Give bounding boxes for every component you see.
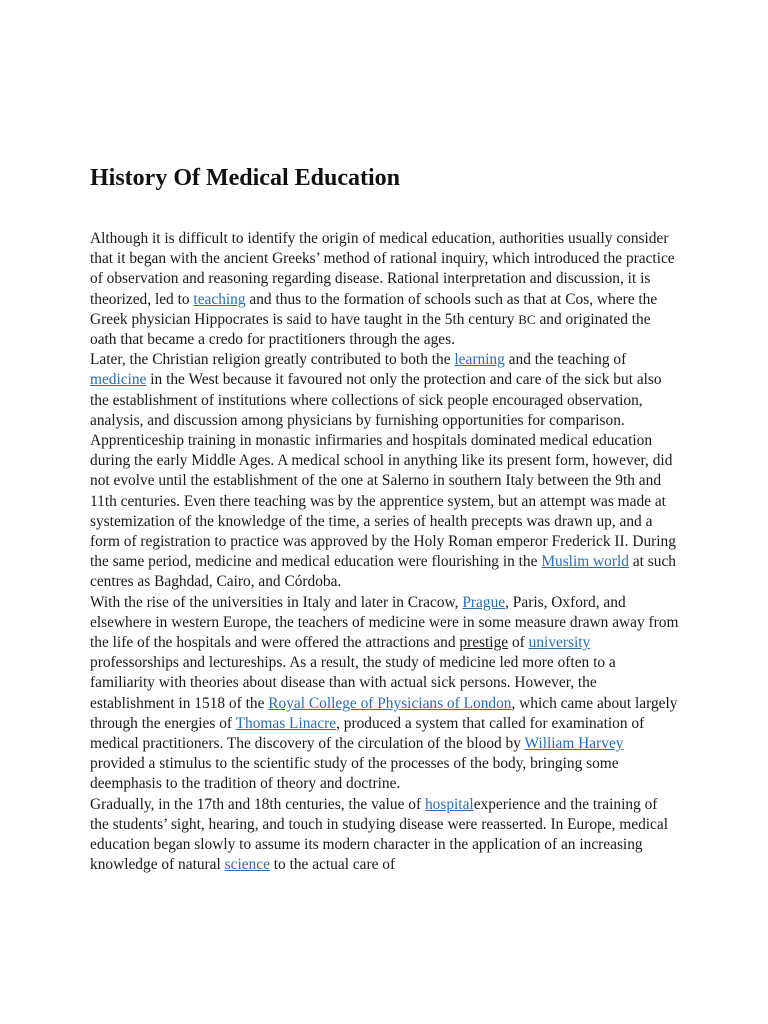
link-royal-college-of-physicians[interactable]: Royal College of Physicians of London	[268, 694, 512, 712]
link-teaching[interactable]: teaching	[193, 290, 246, 308]
link-learning[interactable]: learning	[454, 351, 505, 369]
link-university[interactable]: university	[528, 634, 591, 652]
text-run: to the actual care of	[269, 856, 396, 874]
text-run: of	[508, 634, 529, 652]
text-run: and the teaching of	[504, 351, 627, 369]
page-title: History Of Medical Education	[90, 165, 400, 191]
document-page	[90, 160, 680, 876]
text-run: experience and the training of the students’ sight, hearing, and touch in studying disease were reasserted. In Europe, medical education began slowly to assume its modern character in the application of an increasing knowledge of natural	[90, 795, 668, 874]
era-abbreviation: BC	[518, 311, 536, 327]
text-run: , produced a system that called for examination of medical practitioners. The discovery of the circulation of the blood by	[90, 714, 645, 753]
text-run: Gradually, in the 17th and 18th centuries, the value of	[90, 795, 425, 813]
text-run: , which came about largely through the energies of	[90, 694, 678, 732]
text-run: Later, the Christian religion greatly contributed to both the	[90, 351, 455, 369]
paragraph-universities	[90, 593, 680, 795]
link-hospital[interactable]: hospital	[424, 795, 474, 813]
text-run: Although it is difficult to identify the origin of medical education, authorities usually consider that it began with the ancient Greeks’ method of rational inquiry, which introduced the practice of observation and reasoning regarding disease. Rational interpretation and discussion, it is theorized, led to	[90, 230, 675, 308]
link-william-harvey[interactable]: William Harvey	[524, 735, 624, 753]
link-science[interactable]: science	[224, 856, 270, 874]
text-run: With the rise of the universities in Italy and later in Cracow,	[90, 593, 463, 611]
paragraph-christian-era	[90, 350, 680, 592]
text-run: professorships and lectureships. As a result, the study of medicine led more often to a familiarity with theories about disease than with actual sick persons. However, the establishment in 1518 of the	[90, 654, 616, 712]
link-prague[interactable]: Prague	[462, 593, 506, 611]
text-run: and originated the oath that became a credo for practitioners through the ages.	[90, 310, 651, 349]
link-thomas-linacre[interactable]: Thomas Linacre	[235, 714, 337, 732]
link-medicine[interactable]: medicine	[90, 371, 147, 389]
paragraph-modern-era	[90, 795, 680, 876]
underlined-prestige: prestige	[459, 634, 509, 652]
paragraph-greek-origins	[90, 229, 680, 350]
text-run: in the West because it favoured not only the protection and care of the sick but also the establishment of institutions where collections of sick people encouraged observation, analysis, and discussion among physicians by furnishing opportunities for comparison. Apprenticeship training in monastic infirmaries and hospitals dominated medical education during the early Middle Ages. A medical school in anything like its present form, however, did not evolve until the establishment of the one at Salerno in southern Italy between the 9th and 11th centuries. Even there teaching was by the apprentice system, but an attempt was made at systemization of the knowledge of the time, a series of health precepts was drawn up, and a form of registration to practice was approved by the Holy Roman emperor Frederick II. During the same period, medicine and medical education were flourishing in the	[90, 371, 676, 571]
link-muslim-world[interactable]: Muslim world	[541, 553, 629, 571]
text-run: , Paris, Oxford, and elsewhere in western Europe, the teachers of medicine were in some measure drawn away from the life of the hospitals and were offered the attractions and	[90, 593, 679, 652]
text-run: provided a stimulus to the scientific study of the processes of the body, bringing some deemphasis to the tradition of theory and doctrine.	[90, 755, 619, 793]
text-run: and thus to the formation of schools such as that at Cos, where the Greek physician Hippocrates is said to have taught in the 5th century	[90, 290, 658, 328]
document-body	[90, 229, 680, 876]
text-run: at such centres as Baghdad, Cairo, and Córdoba.	[90, 553, 676, 591]
